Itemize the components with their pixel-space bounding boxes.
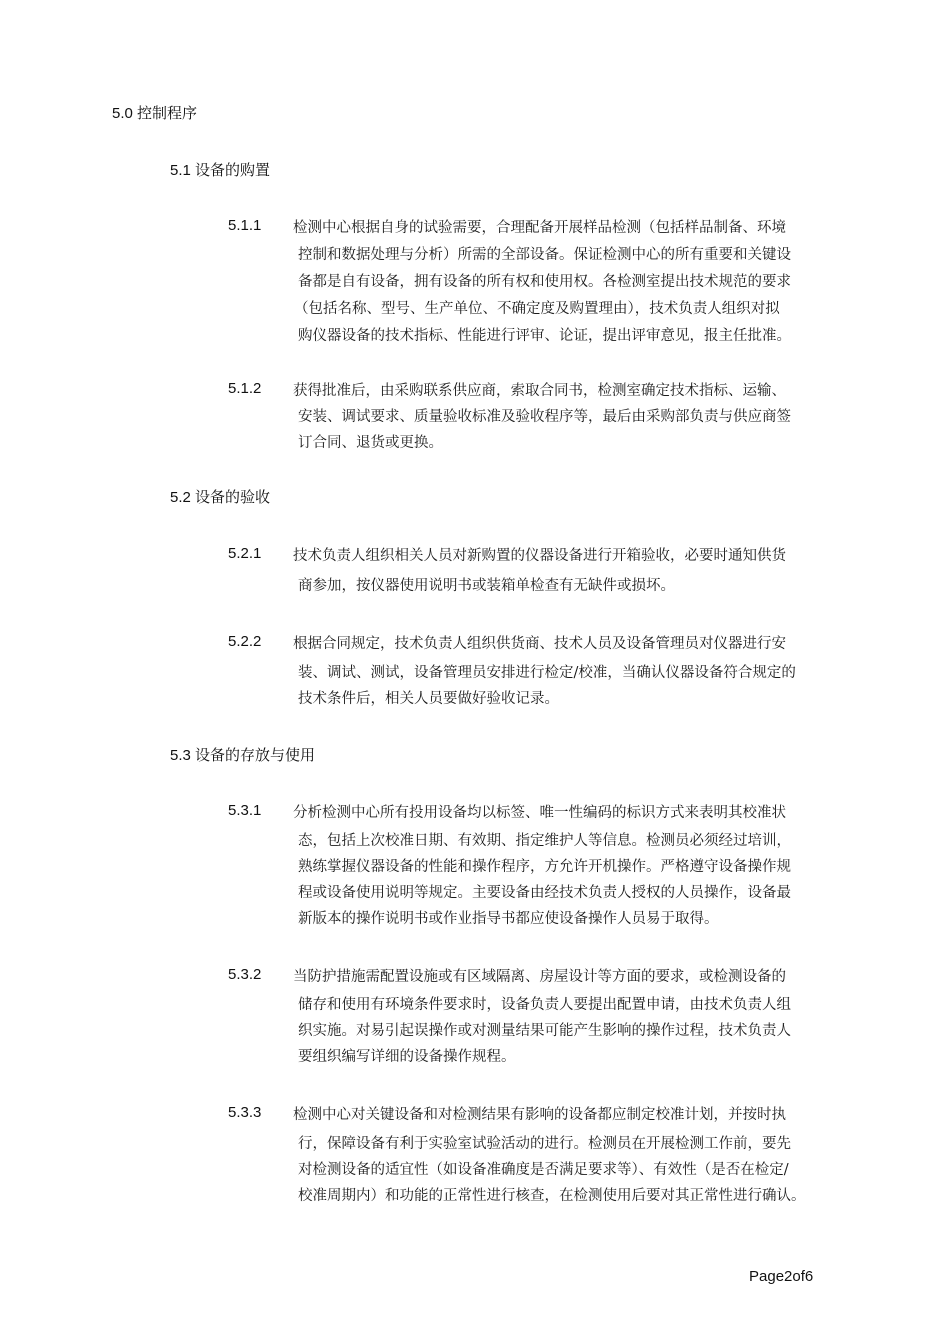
clause-number: 5.3.3 (228, 1104, 262, 1121)
clause-number: 5.1.1 (228, 217, 262, 234)
text-line: 订合同、退货或更换。 (298, 435, 443, 451)
text-line: 熟练掌握仪器设备的性能和操作程序，方允许开机操作。严格遵守设备操作规 (298, 859, 791, 875)
text-line: 织实施。对易引起误操作或对测量结果可能产生影响的操作过程，技术负责人 (298, 1023, 791, 1039)
clause-number: 5.2.1 (228, 545, 262, 562)
text-line: 程或设备使用说明等规定。主要设备由经技术负责人授权的人员操作，设备最 (298, 885, 791, 901)
page-number: Page2of6 (749, 1268, 814, 1285)
text-line: 获得批准后，由采购联系供应商，索取合同书，检测室确定技术指标、运输、 (293, 383, 786, 399)
text-line: 态，包括上次校准日期、有效期、指定维护人等信息。检测员必须经过培训， (298, 833, 791, 849)
clause-number: 5.2.2 (228, 633, 262, 650)
text-line: 技术负责人组织相关人员对新购置的仪器设备进行开箱验收，必要时通知供货 (293, 548, 786, 564)
text-line: 根据合同规定，技术负责人组织供货商、技术人员及设备管理员对仪器进行安 (293, 636, 786, 652)
text-line: 检测中心根据自身的试验需要，合理配备开展样品检测（包括样品制备、环境 (293, 220, 786, 236)
heading-5-0: 5.0 控制程序 (112, 105, 198, 122)
text-line: 商参加，按仪器使用说明书或装箱单检查有无缺件或损坏。 (298, 578, 675, 594)
text-line: 对检测设备的适宜性（如设备准确度是否满足要求等）、有效性（是否在检定/ (298, 1162, 789, 1178)
text-line: 装、调试、测试，设备管理员安排进行检定/校准，当确认仪器设备符合规定的 (298, 665, 796, 681)
text-line: 当防护措施需配置设施或有区域隔离、房屋设计等方面的要求，或检测设备的 (293, 969, 786, 985)
text-line: 安装、调试要求、质量验收标准及验收程序等，最后由采购部负责与供应商签 (298, 409, 791, 425)
text-line: 分析检测中心所有投用设备均以标签、唯一性编码的标识方式来表明其校准状 (293, 805, 786, 821)
text-line: 技术条件后，相关人员要做好验收记录。 (298, 691, 559, 707)
text-line: 要组织编写详细的设备操作规程。 (298, 1049, 516, 1065)
clause-number: 5.3.2 (228, 966, 262, 983)
text-line: （包括名称、型号、生产单位、不确定度及购置理由），技术负责人组织对拟 (294, 301, 780, 317)
text-line: 控制和数据处理与分析）所需的全部设备。保证检测中心的所有重要和关键设 (298, 247, 791, 263)
clause-number: 5.3.1 (228, 802, 262, 819)
heading-5-3: 5.3 设备的存放与使用 (170, 747, 316, 764)
heading-5-2: 5.2 设备的验收 (170, 489, 271, 506)
text-line: 购仪器设备的技术指标、性能进行评审、论证，提出评审意见，报主任批准。 (298, 328, 791, 344)
heading-5-1: 5.1 设备的购置 (170, 162, 271, 179)
text-line: 备都是自有设备，拥有设备的所有权和使用权。各检测室提出技术规范的要求 (298, 274, 791, 290)
clause-number: 5.1.2 (228, 380, 262, 397)
text-line: 行，保障设备有利于实验室试验活动的进行。检测员在开展检测工作前，要先 (298, 1136, 791, 1152)
text-line: 检测中心对关键设备和对检测结果有影响的设备都应制定校准计划，并按时执 (293, 1107, 786, 1123)
text-line: 校准周期内）和功能的正常性进行核查，在检测使用后要对其正常性进行确认。 (298, 1188, 806, 1204)
text-line: 新版本的操作说明书或作业指导书都应使设备操作人员易于取得。 (298, 911, 719, 927)
text-line: 储存和使用有环境条件要求时，设备负责人要提出配置申请，由技术负责人组 (298, 997, 791, 1013)
